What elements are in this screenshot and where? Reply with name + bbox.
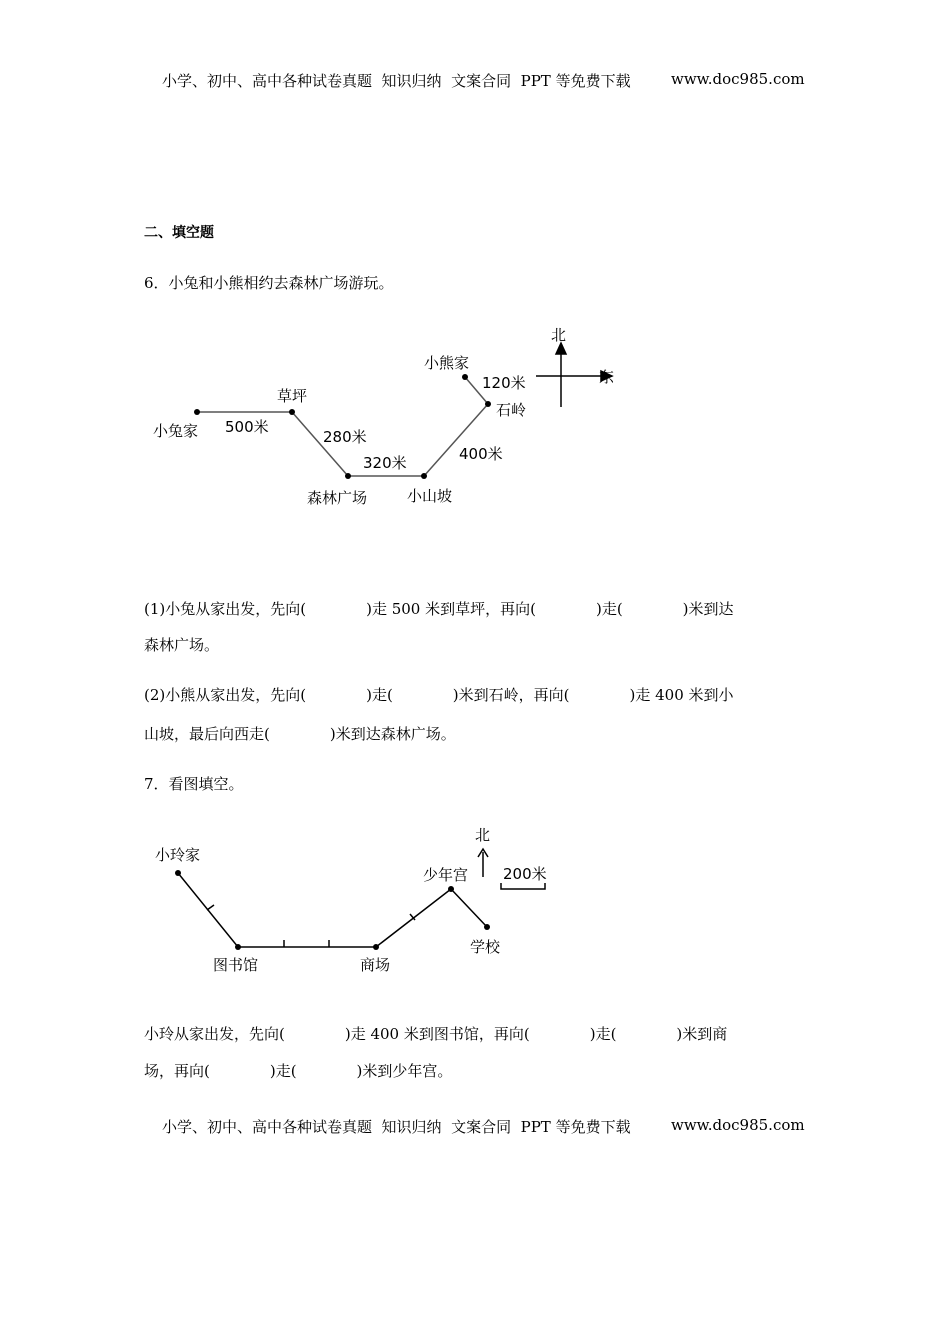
dot: [462, 374, 468, 380]
q6-part2-line1: (2)小熊从家出发，先向( )走( )米到石岭，再向( )走 400 米到小: [144, 686, 734, 704]
distance-label: 500米: [225, 418, 269, 436]
east-label: 东: [599, 368, 615, 386]
q7-line2: 场，再向( )走( )米到少年宫。: [144, 1062, 453, 1080]
place-label: 小山坡: [407, 487, 453, 505]
distance-label: 320米: [363, 454, 407, 472]
place-label: 商场: [360, 956, 391, 974]
q7-line1: 小玲从家出发，先向( )走 400 米到图书馆，再向( )走( )米到商: [144, 1025, 728, 1043]
dot: [485, 401, 491, 407]
place-label: 小熊家: [424, 354, 470, 372]
footer-url[interactable]: www.doc985.com: [671, 1116, 805, 1134]
place-label: 小玲家: [155, 846, 201, 864]
place-label: 小兔家: [153, 422, 199, 440]
dot: [194, 409, 200, 415]
q6-part1-line2: 森林广场。: [144, 636, 220, 654]
north-label: 北: [551, 326, 567, 344]
distance-label: 120米: [482, 374, 526, 392]
place-label: 森林广场: [307, 489, 368, 507]
dot: [421, 473, 427, 479]
scale-bar: [501, 883, 545, 889]
header-url[interactable]: www.doc985.com: [671, 70, 805, 88]
north-arrow-icon: [556, 343, 566, 354]
q6-title: 6．小兔和小熊相约去森林广场游玩。: [144, 274, 394, 292]
place-label: 石岭: [496, 401, 527, 419]
distance-label: 400米: [459, 445, 503, 463]
q6-part2-line2: 山坡，最后向西走( )米到达森林广场。: [144, 725, 456, 743]
place-label: 少年宫: [423, 866, 469, 884]
place-label: 草坪: [277, 387, 308, 405]
dot: [345, 473, 351, 479]
distance-label: 280米: [323, 428, 367, 446]
place-label: 学校: [470, 938, 501, 956]
dot: [289, 409, 295, 415]
scale-label: 200米: [503, 865, 547, 883]
section-title: 二、填空题: [144, 225, 214, 241]
q7-diagram: [178, 849, 545, 947]
footer-text: 小学、初中、高中各种试卷真题 知识归纳 文案合同 PPT 等免费下载: [162, 1118, 631, 1136]
header-text: 小学、初中、高中各种试卷真题 知识归纳 文案合同 PPT 等免费下载: [162, 72, 631, 90]
place-label: 图书馆: [213, 956, 259, 974]
q7-title: 7．看图填空。: [144, 775, 244, 793]
q6-part1-line1: (1)小兔从家出发，先向( )走 500 米到草坪，再向( )走( )米到达: [144, 600, 734, 618]
route-line: [178, 873, 487, 947]
north-label: 北: [475, 826, 491, 844]
